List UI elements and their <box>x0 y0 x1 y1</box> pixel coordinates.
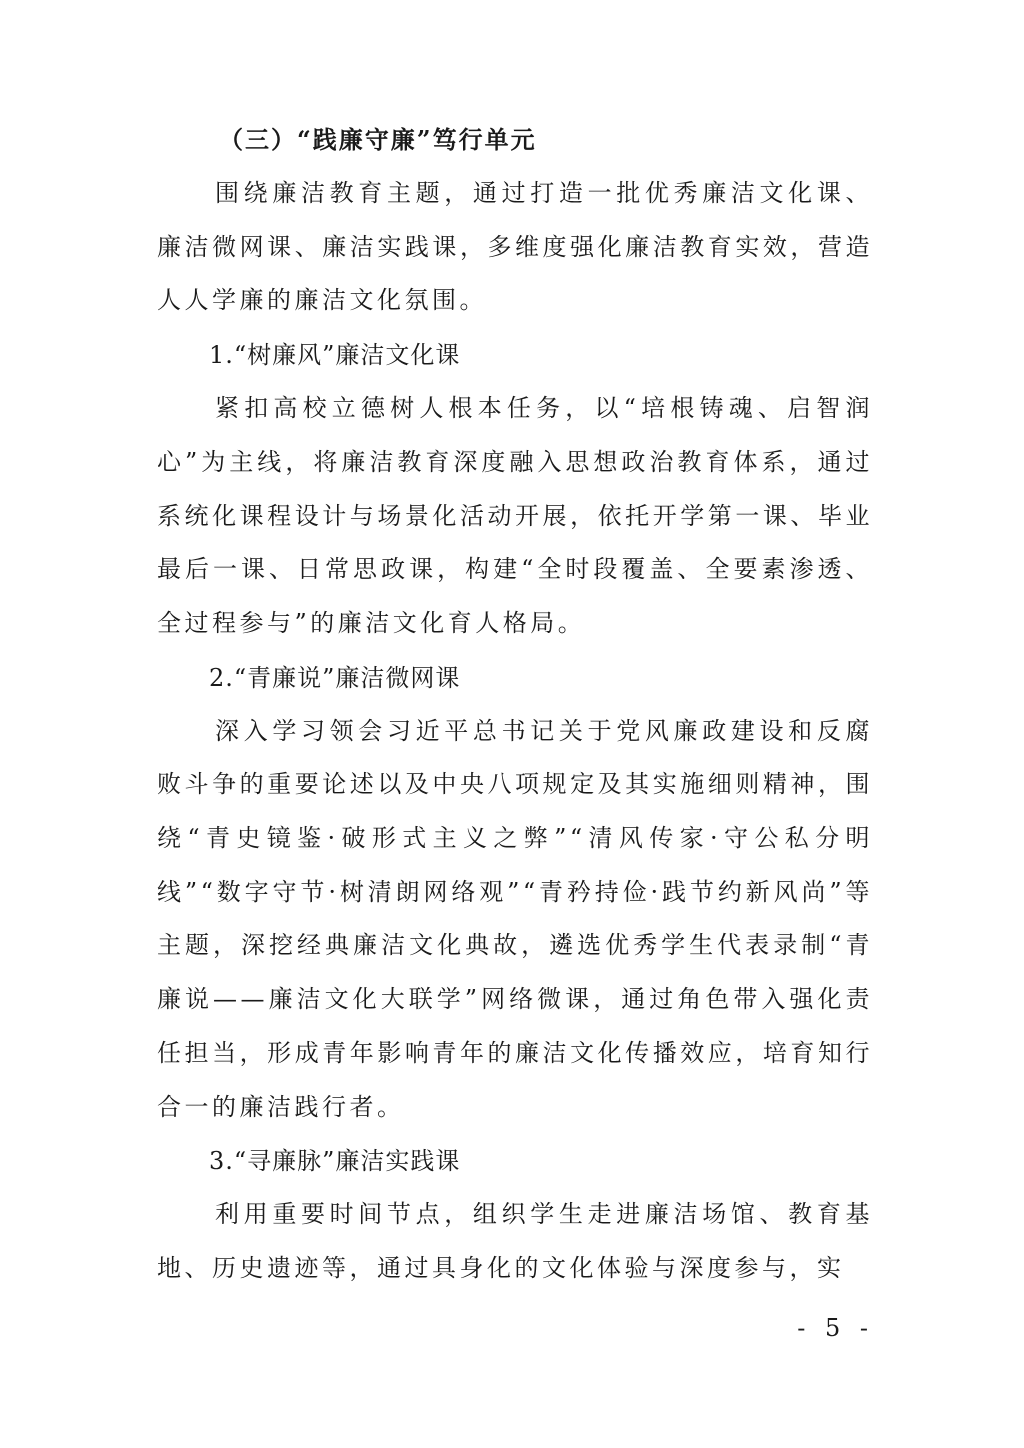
section-heading: （三）“践廉守廉”笃行单元 <box>219 125 537 154</box>
item-2-body: 深入学习领会习近平总书记关于党风廉政建设和反腐败斗争的重要论述以及中央八项规定及其实施细则精神，围绕“青史镜鉴·破形式主义之弊”“清风传家·守公私分明线”“数字守节·树清朗网络观”“青矜持俭·践节约新风尚”等主题，深挖经典廉洁文化典故，遴选优秀学生代表录制“青廉说——廉洁文化大联学”网络微课，通过角色带入强化责任担当，形成青年影响青年的廉洁文化传播效应，培育知行合一的廉洁践行者。 <box>157 716 873 1121</box>
document-body <box>157 113 873 1296</box>
page-number: - 5 - <box>797 1314 874 1342</box>
item-2-title: 2.“青廉说”廉洁微网课 <box>209 663 461 692</box>
item-3-body: 利用重要时间节点，组织学生走进廉洁场馆、教育基地、历史遗迹等，通过具身化的文化体验与深度参与，实 <box>157 1200 873 1282</box>
intro-paragraph: 围绕廉洁教育主题，通过打造一批优秀廉洁文化课、廉洁微网课、廉洁实践课，多维度强化廉洁教育实效，营造人人学廉的廉洁文化氛围。 <box>157 179 873 315</box>
item-3-title: 3.“寻廉脉”廉洁实践课 <box>209 1147 461 1176</box>
item-1-title: 1.“树廉风”廉洁文化课 <box>209 341 461 370</box>
item-1-body: 紧扣高校立德树人根本任务，以“培根铸魂、启智润心”为主线，将廉洁教育深度融入思想政治教育体系，通过系统化课程设计与场景化活动开展，依托开学第一课、毕业最后一课、日常思政课，构建“全时段覆盖、全要素渗透、全过程参与”的廉洁文化育人格局。 <box>157 394 873 637</box>
